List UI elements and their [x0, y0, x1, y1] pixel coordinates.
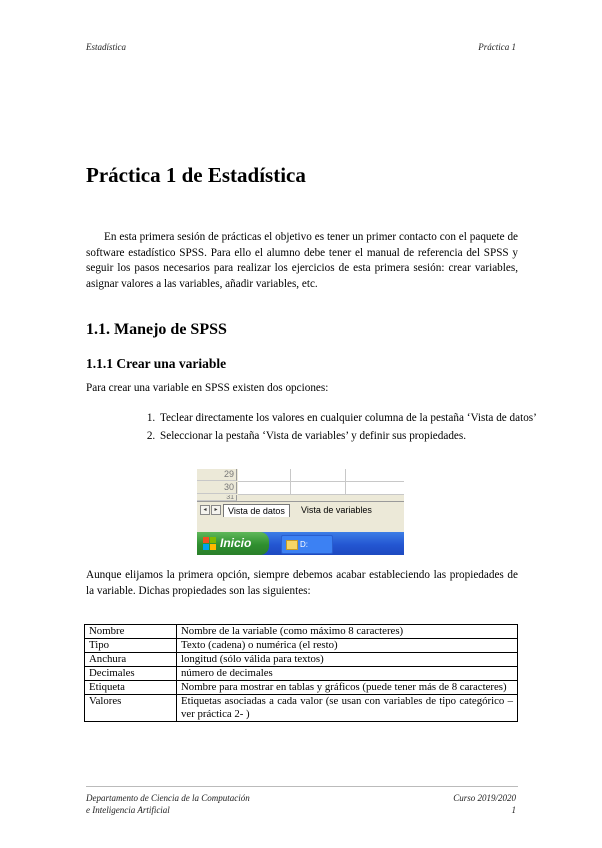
table-row: [85, 667, 518, 681]
row-number: 30: [197, 482, 237, 494]
window-bottom-area: [197, 518, 404, 532]
list-item: 1. Teclear directamente los valores en cualquier columna de la pestaña ‘Vista de datos’: [158, 411, 544, 425]
grid-cell[interactable]: [291, 469, 346, 482]
running-header-left: Estadística: [86, 42, 126, 52]
options-list: [132, 411, 544, 447]
row-number: 31: [197, 495, 237, 501]
footer-department: Departamento de Ciencia de la Computación: [86, 793, 250, 803]
footer-department-2: e Inteligencia Artificial: [86, 805, 170, 815]
sheet-tab-bar: [197, 501, 404, 518]
list-item: 2. Seleccionar la pestaña ‘Vista de variables’ y definir sus propiedades.: [158, 429, 544, 443]
footer-divider: [86, 786, 518, 787]
table-row: [85, 681, 518, 695]
grid-row: [197, 482, 404, 495]
followup-paragraph: Aunque elijamos la primera opción, siempre debemos acabar estableciendo las propiedades de la variable. Dichas propiedades son las siguientes:: [86, 569, 518, 597]
property-description: Nombre de la variable (como máximo 8 caracteres): [177, 625, 518, 639]
footer-right: [453, 792, 516, 816]
grid-cell[interactable]: [238, 482, 291, 495]
intro-paragraph: En esta primera sesión de prácticas el objetivo es tener un primer contacto con el paquete de software estadístico SPSS. Para ello el alumno debe tener el manual de referencia del SPSS y seguir los pasos necesarios para realizar los ejercicios de esta primera sesión: crear variables, asignar valores a las variables, añadir variables, etc.: [86, 231, 518, 290]
grid-cell[interactable]: [291, 482, 346, 495]
start-button[interactable]: [197, 532, 269, 555]
property-name: Valores: [85, 695, 177, 722]
property-description: número de decimales: [177, 667, 518, 681]
footer-course: Curso 2019/2020: [453, 793, 516, 803]
property-description: longitud (sólo válida para textos): [177, 653, 518, 667]
tab-data-view[interactable]: Vista de datos: [223, 504, 290, 517]
table-row: [85, 639, 518, 653]
property-description: Texto (cadena) o numérica (el resto): [177, 639, 518, 653]
subsection-heading: 1.1.1 Crear una variable: [86, 356, 227, 371]
property-name: Nombre: [85, 625, 177, 639]
running-header-right: Práctica 1: [478, 42, 516, 52]
properties-table: [84, 624, 518, 722]
scroll-right-button[interactable]: ▸: [211, 505, 221, 515]
scroll-left-button[interactable]: ◂: [200, 505, 210, 515]
windows-taskbar: [197, 532, 404, 555]
property-description: Etiquetas asociadas a cada valor (se usan con variables de tipo categórico –ver práctica 2- ): [177, 695, 518, 722]
section-heading: 1.1. Manejo de SPSS: [86, 321, 227, 338]
spss-screenshot: [197, 469, 404, 555]
windows-logo-icon: [203, 537, 216, 550]
table-row: [85, 625, 518, 639]
grid-cell[interactable]: [346, 469, 404, 482]
property-description: Nombre para mostrar en tablas y gráficos (puede tener más de 8 caracteres): [177, 681, 518, 695]
tab-variable-view[interactable]: Vista de variables: [301, 505, 372, 515]
folder-icon: [286, 540, 298, 550]
lead-paragraph: Para crear una variable en SPSS existen dos opciones:: [86, 382, 329, 394]
table-row: [85, 695, 518, 722]
table-row: [85, 653, 518, 667]
row-number: 29: [197, 469, 237, 481]
page-number: 1: [511, 805, 516, 815]
footer-left: [86, 792, 250, 816]
property-name: Tipo: [85, 639, 177, 653]
grid-cell[interactable]: [346, 482, 404, 495]
property-name: Etiqueta: [85, 681, 177, 695]
grid-cell[interactable]: [238, 469, 291, 482]
property-name: Anchura: [85, 653, 177, 667]
property-name: Decimales: [85, 667, 177, 681]
start-label: Inicio: [220, 536, 252, 550]
taskbar-item-label: D:: [300, 540, 308, 549]
document-title: Práctica 1 de Estadística: [86, 163, 306, 187]
taskbar-item[interactable]: [281, 535, 333, 554]
grid-row: [197, 469, 404, 482]
